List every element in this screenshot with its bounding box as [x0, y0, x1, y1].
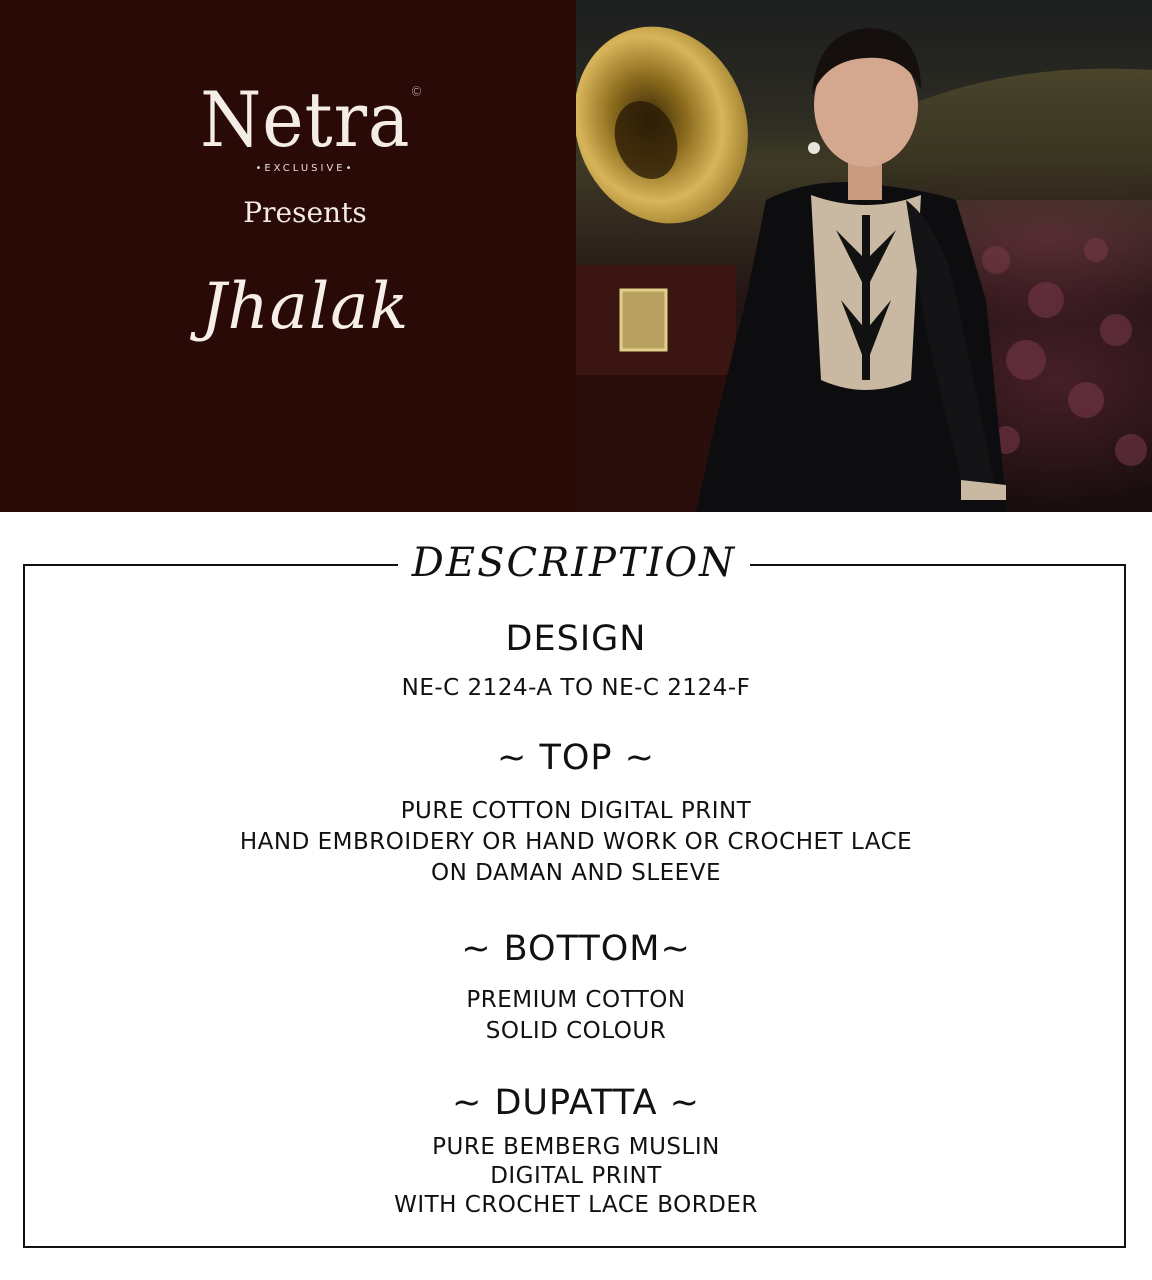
- bottom-line: SOLID COLOUR: [485, 1018, 667, 1044]
- description-title-text: DESCRIPTION: [398, 540, 750, 586]
- copyright-mark: ©: [410, 85, 424, 100]
- earring: [808, 142, 820, 154]
- presents-text: Presents: [243, 196, 367, 229]
- hill-shape: [876, 69, 1152, 200]
- brand-tagline: •EXCLUSIVE•: [255, 163, 355, 174]
- bottom-line: PREMIUM COTTON: [466, 987, 686, 1013]
- gramophone-horn: [576, 2, 775, 248]
- design-heading: DESIGN: [505, 619, 647, 659]
- brand-logo-text: Netra: [199, 75, 411, 164]
- flower-field: [982, 238, 1147, 466]
- logo-wrap: [0, 75, 610, 164]
- description-title: [0, 540, 1152, 586]
- brand-logo: [199, 75, 424, 164]
- top-line: HAND EMBROIDERY OR HAND WORK OR CROCHET LACE: [239, 829, 913, 855]
- model-photo-illustration: [576, 0, 1152, 512]
- brand-panel: [0, 0, 576, 512]
- cabinet-plaque: [621, 290, 666, 350]
- design-section: [0, 619, 1152, 704]
- bottom-section: [0, 929, 1152, 1047]
- bottom-heading: ~ BOTTOM~: [461, 929, 691, 969]
- dupatta-section: [0, 1083, 1152, 1220]
- top-section: [0, 738, 1152, 889]
- model-photo: [576, 0, 1152, 512]
- dupatta-line: PURE BEMBERG MUSLIN: [432, 1134, 720, 1160]
- top-line: ON DAMAN AND SLEEVE: [431, 860, 721, 886]
- top-line: PURE COTTON DIGITAL PRINT: [400, 798, 752, 824]
- dupatta-heading: ~ DUPATTA ~: [452, 1083, 700, 1123]
- dupatta-line: DIGITAL PRINT: [490, 1163, 662, 1189]
- hero-banner: [0, 0, 1152, 512]
- design-line: NE-C 2124-A TO NE-C 2124-F: [401, 675, 751, 701]
- dupatta-line: WITH CROCHET LACE BORDER: [394, 1192, 758, 1218]
- collection-name: Jhalak: [200, 270, 410, 344]
- top-heading: ~ TOP ~: [497, 738, 655, 778]
